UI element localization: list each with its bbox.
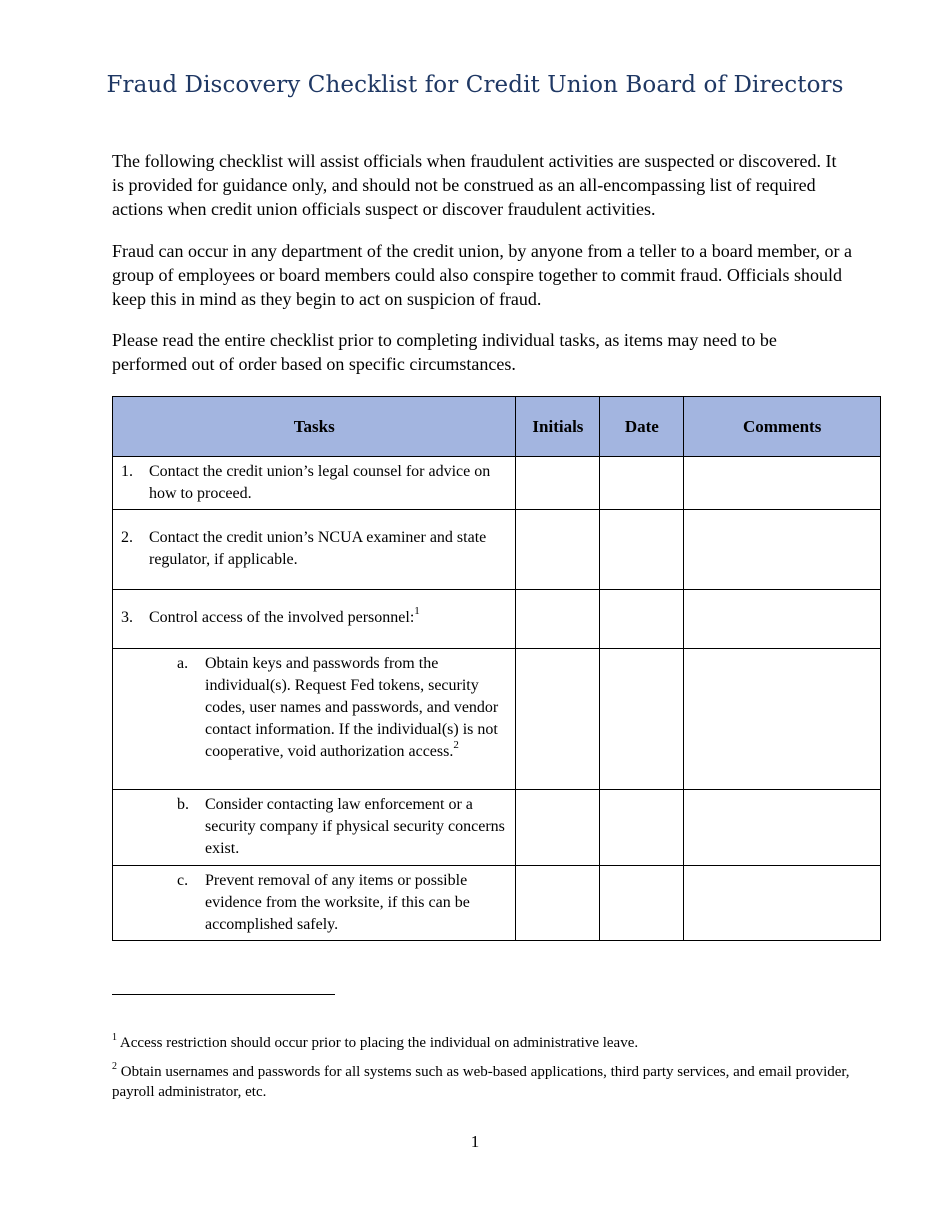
- task-text-wrap: [205, 653, 507, 763]
- footnote-2: [112, 1062, 852, 1102]
- comments-cell[interactable]: [684, 510, 881, 590]
- fraud-scope-paragraph: Fraud can occur in any department of the credit union, by anyone from a teller to a board member, or a group of employees or board members could also conspire together to commit fraud. Officials should keep this in mind as they begin to act on suspicion of fraud.: [112, 241, 853, 309]
- page-number: 1: [470, 1132, 480, 1151]
- initials-cell[interactable]: [516, 457, 600, 510]
- date-cell[interactable]: [600, 649, 684, 790]
- footnote-1: [112, 1033, 852, 1053]
- task-text: Prevent removal of any items or possible evidence from the worksite, if this can be accomplished safely.: [205, 872, 470, 933]
- intro-paragraph: The following checklist will assist officials when fraudulent activities are suspected or discovered. It is provided for guidance only, and should not be construed as an all-encompassing list of required actions when credit union officials suspect or discover fraudulent activities.: [112, 151, 837, 219]
- instructions-paragraph: Please read the entire checklist prior to completing individual tasks, as items may need to be performed out of order based on specific circumstances.: [112, 330, 777, 374]
- task-text: Contact the credit union’s legal counsel for advice on how to proceed.: [149, 463, 491, 502]
- comments-cell[interactable]: [684, 790, 881, 866]
- footnote-mark: 2: [112, 1061, 117, 1072]
- task-text: Obtain keys and passwords from the individual(s). Request Fed tokens, security codes, user names and passwords, and vendor contact information. If the individual(s) is not cooperative, void authorization access.: [205, 655, 499, 760]
- date-cell[interactable]: [600, 790, 684, 866]
- table-header-row: [113, 397, 881, 457]
- footnote-reference[interactable]: 2: [453, 738, 459, 751]
- comments-cell[interactable]: [684, 866, 881, 941]
- table-row: [113, 790, 881, 866]
- comments-cell[interactable]: [684, 590, 881, 649]
- comments-cell[interactable]: [684, 649, 881, 790]
- task-number: 1.: [121, 463, 133, 480]
- task-cell: [113, 457, 516, 510]
- table-row: [113, 510, 881, 590]
- header-initials: Initials: [516, 397, 600, 457]
- date-cell[interactable]: [600, 590, 684, 649]
- footnote-text: Access restriction should occur prior to placing the individual on administrative leave.: [117, 1035, 639, 1051]
- initials-cell[interactable]: [516, 866, 600, 941]
- header-date: Date: [600, 397, 684, 457]
- table-row: [113, 457, 881, 510]
- footnote-separator: [112, 994, 335, 995]
- task-text: Consider contacting law enforcement or a security company if physical security concerns exist.: [205, 796, 505, 857]
- task-number: 3.: [121, 609, 133, 626]
- task-number: 2.: [121, 529, 133, 546]
- subtask-letter: a.: [177, 655, 189, 672]
- comments-cell[interactable]: [684, 457, 881, 510]
- header-comments: Comments: [684, 397, 881, 457]
- table-row: [113, 866, 881, 941]
- footnote-reference[interactable]: 1: [414, 604, 420, 617]
- table-row: [113, 590, 881, 649]
- initials-cell[interactable]: [516, 649, 600, 790]
- document-title: Fraud Discovery Checklist for Credit Union Board of Directors: [106, 72, 844, 98]
- subtask-letter: c.: [177, 872, 189, 889]
- footnote-text: Obtain usernames and passwords for all systems such as web-based applications, third party services, and email provider, payroll administrator, etc.: [112, 1064, 850, 1100]
- task-cell: [113, 866, 516, 941]
- task-text-wrap: [149, 604, 507, 629]
- date-cell[interactable]: [600, 510, 684, 590]
- header-tasks: Tasks: [113, 397, 516, 457]
- subtask-letter: b.: [177, 796, 189, 813]
- footnote-mark: 1: [112, 1032, 117, 1043]
- initials-cell[interactable]: [516, 510, 600, 590]
- checklist-table: [112, 396, 881, 941]
- initials-cell[interactable]: [516, 590, 600, 649]
- task-text: Control access of the involved personnel:: [149, 609, 415, 626]
- task-cell: [113, 510, 516, 590]
- task-cell: [113, 649, 516, 790]
- task-cell: [113, 790, 516, 866]
- task-text: Contact the credit union’s NCUA examiner and state regulator, if applicable.: [149, 529, 487, 568]
- table-row: [113, 649, 881, 790]
- initials-cell[interactable]: [516, 790, 600, 866]
- task-cell: [113, 590, 516, 649]
- date-cell[interactable]: [600, 866, 684, 941]
- date-cell[interactable]: [600, 457, 684, 510]
